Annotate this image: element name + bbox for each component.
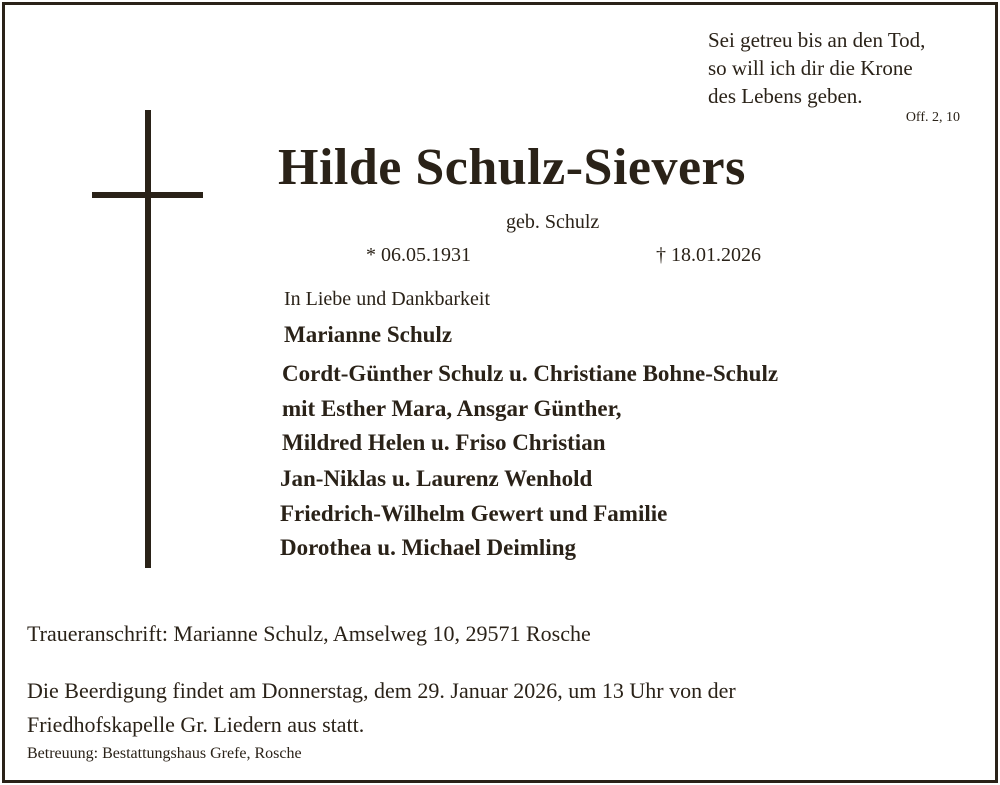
funeral-info [27, 674, 957, 742]
deceased-name: Hilde Schulz-Sievers [278, 139, 746, 196]
mourner-line: Dorothea u. Michael Deimling [280, 535, 576, 560]
mourner-line: Jan-Niklas u. Laurenz Wenhold [280, 466, 593, 491]
mourning-address: Traueranschrift: Marianne Schulz, Amselweg 10, 29571 Rosche [27, 621, 591, 646]
mourners-intro: In Liebe und Dankbarkeit [284, 288, 491, 310]
cross-horizontal-bar [92, 192, 203, 198]
quote-line: Sei getreu bis an den Tod, [708, 28, 926, 52]
death-date: † 18.01.2026 [656, 244, 761, 266]
funeral-info-line: Friedhofskapelle Gr. Liedern aus statt. [27, 712, 365, 737]
bible-quote [708, 26, 925, 110]
mourner-line: Marianne Schulz [284, 322, 453, 347]
mourner-line: Cordt-Günther Schulz u. Christiane Bohne-Schulz [282, 361, 779, 386]
mourner-line: Friedrich-Wilhelm Gewert und Familie [280, 501, 668, 526]
mourner-line: Mildred Helen u. Friso Christian [282, 430, 606, 455]
maiden-name: geb. Schulz [506, 211, 600, 233]
cross-vertical-bar [145, 110, 151, 568]
quote-line: des Lebens geben. [708, 84, 863, 108]
notice-border [2, 2, 998, 783]
mourner-line: mit Esther Mara, Ansgar Günther, [282, 396, 622, 421]
quote-line: so will ich dir die Krone [708, 56, 913, 80]
funeral-info-line: Die Beerdigung findet am Donnerstag, dem 29. Januar 2026, um 13 Uhr von der [27, 678, 736, 703]
quote-reference: Off. 2, 10 [905, 110, 960, 125]
birth-date: * 06.05.1931 [366, 244, 471, 266]
funeral-home: Betreuung: Bestattungshaus Grefe, Rosche [27, 745, 302, 762]
